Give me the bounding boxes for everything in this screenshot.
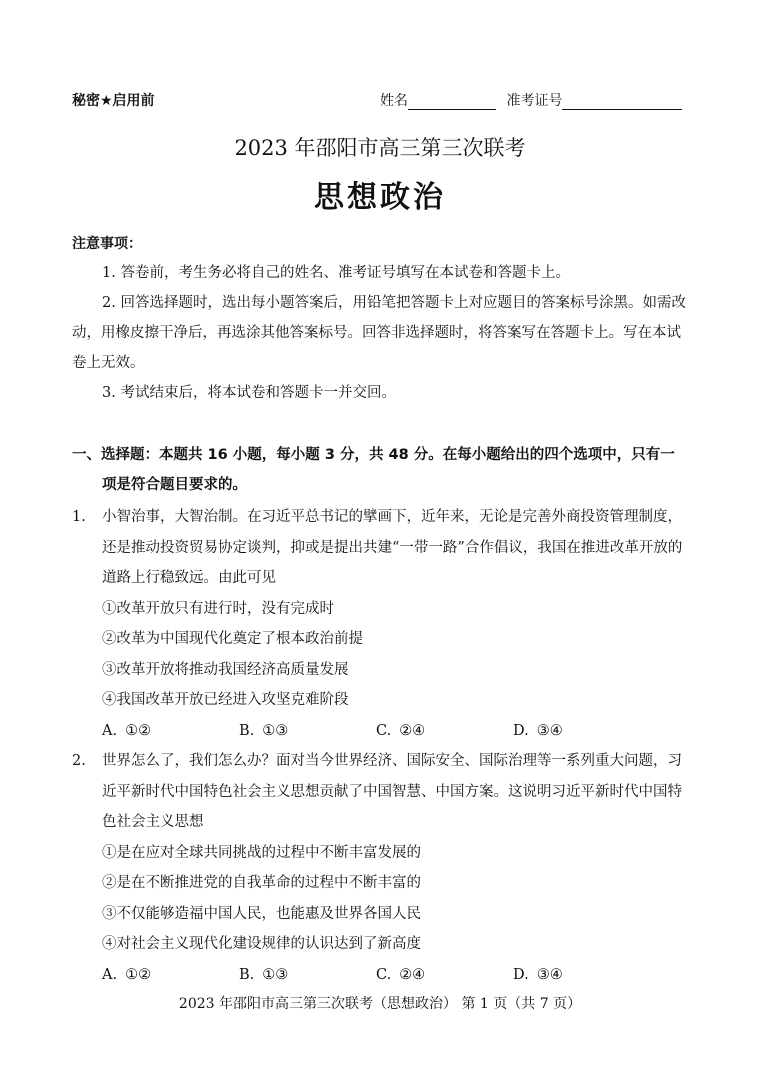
- option-b: B. ①③: [239, 722, 289, 739]
- question-1: [72, 502, 694, 746]
- notice-list: [72, 258, 692, 408]
- notice-item: 2. 回答选择题时，选出每小题答案后，用铅笔把答题卡上对应题目的答案标号涂黑。如需改动，用橡皮擦干净后，再选涂其他答案标号。回答非选择题时，将答案写在答题卡上。写在本试卷上无效。: [72, 295, 686, 371]
- option-a: A. ①②: [102, 722, 152, 739]
- option-b: B. ①③: [239, 966, 289, 983]
- statement: ①是在应对全球共同挑战的过程中不断丰富发展的: [102, 844, 421, 861]
- exam-id-blank: [562, 95, 682, 110]
- statement: ④对社会主义现代化建设规律的认识达到了新高度: [102, 936, 421, 952]
- name-blank: [408, 95, 496, 110]
- section-line-1: 一、选择题：本题共 16 小题，每小题 3 分，共 48 分。在每小题给出的四个选项中，只有一: [72, 447, 675, 463]
- question-stem: 世界怎么了，我们怎么办？面对当今世界经济、国际安全、国际治理等一系列重大问题，习近平新时代中国特色社会主义思想贡献了中国智慧、中国方案。这说明习近平新时代中国特色社会主义思想: [102, 753, 682, 830]
- option-d: D. ③④: [513, 722, 563, 739]
- section-line-2: 项是符合题目要求的。: [102, 477, 247, 493]
- statement: ③不仅能够造福中国人民，也能惠及世界各国人民: [102, 905, 421, 922]
- option-c: C. ②④: [376, 722, 426, 739]
- question-number: 1.: [72, 509, 86, 525]
- statement: ③改革开放将推动我国经济高质量发展: [102, 661, 349, 678]
- statement: ④我国改革开放已经进入攻坚克难阶段: [102, 692, 349, 708]
- notice-item: 1. 答卷前，考生务必将自己的姓名、准考证号填写在本试卷和答题卡上。: [102, 265, 570, 281]
- option-c: C. ②④: [376, 966, 426, 983]
- statement: ②改革为中国现代化奠定了根本政治前提: [102, 631, 363, 647]
- question-stem: 小智治事，大智治制。在习近平总书记的擘画下，近年来，无论是完善外商投资管理制度，还是推动投资贸易协定谈判，抑或是提出共建“一带一路”合作倡议，我国在推进改革开放的道路上行稳致远。由此可见: [102, 509, 683, 586]
- confidential-mark: 秘密★启用前: [72, 93, 155, 109]
- question-number: 2.: [72, 753, 86, 769]
- statement: ②是在不断推进党的自我革命的过程中不断丰富的: [102, 875, 421, 891]
- name-label: 姓名: [380, 93, 408, 109]
- statement: ①改革开放只有进行时，没有完成时: [102, 600, 334, 617]
- answer-options: [72, 716, 694, 747]
- answer-options: [72, 960, 694, 991]
- candidate-info: [380, 90, 682, 110]
- page-footer: 2023 年邵阳市高三第三次联考（思想政治） 第 1 页（共 7 页）: [178, 996, 582, 1012]
- option-d: D. ③④: [513, 966, 563, 983]
- section-heading: [72, 440, 692, 500]
- question-2: [72, 746, 694, 990]
- subject-title: 思想政治: [314, 180, 446, 215]
- notice-heading: 注意事项：: [72, 236, 142, 252]
- exam-title: 2023 年邵阳市高三第三次联考: [234, 136, 526, 160]
- exam-id-label: 准考证号: [506, 93, 563, 109]
- option-a: A. ①②: [102, 966, 152, 983]
- notice-item: 3. 考试结束后，将本试卷和答题卡一并交回。: [102, 385, 396, 401]
